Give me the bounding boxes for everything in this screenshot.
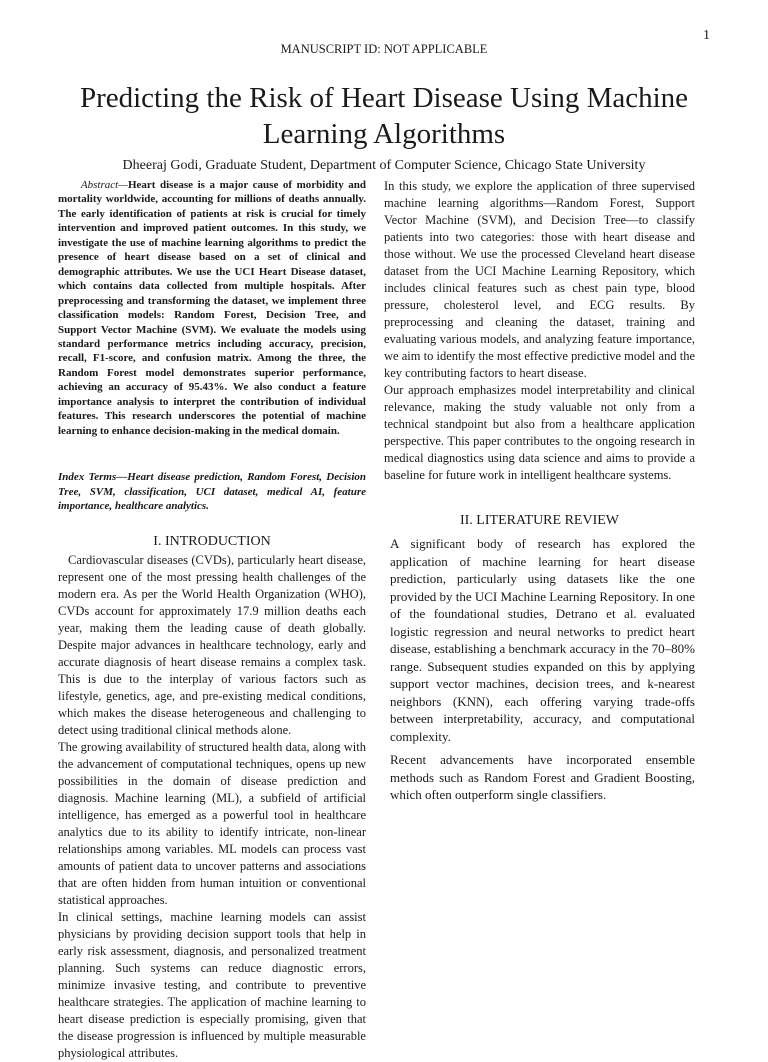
literature-review-heading: II. LITERATURE REVIEW [459, 513, 620, 528]
paper-title: Predicting the Risk of Heart Disease Using Machine Learning Algorithms [79, 82, 689, 151]
author-line: Dheeraj Godi, Graduate Student, Department of Computer Science, Chicago State University [122, 158, 646, 173]
abstract-label: Abstract— [80, 179, 128, 191]
manuscript-id: MANUSCRIPT ID: NOT APPLICABLE [280, 42, 488, 56]
intro-paragraph-4: In this study, we explore the application of three supervised machine learning algorithms—Random Forest, Support Vector Machine (SVM), and Decision Tree—to classify patients into two categories: those with heart disease and those without. We use the processed Cleveland heart disease dataset from the UCI Machine Learning Repository, which includes clinical features such as chest pain type, blood pressure, cholesterol level, and ECG results. By preprocessing and cleaning the dataset, training and evaluating various models, and analyzing feature importance, we aim to identify the most effective predictive model and the key contributing factors to heart disease. [384, 179, 695, 380]
abstract-text: Heart disease is a major cause of morbidity and mortality worldwide, accounting for millions of deaths annually. The early identification of patients at risk is crucial for timely intervention and improved patient outcomes. In this study, we investigate the use of machine learning algorithms to predict the presence of heart disease based on a set of clinical and demographic attributes. We use the UCI Heart Disease dataset, which contains data collected from multiple hospitals. After preprocessing and transforming the dataset, we implement three classification models: Random Forest, Decision Tree, and Support Vector Machine (SVM). We evaluate the models using standard performance metrics including accuracy, precision, recall, F1-score, and confusion matrix. Among the three, the Random Forest model demonstrates superior performance, achieving an accuracy of 95.43%. We also conduct a feature importance analysis to interpret the contribution of individual features. This research underscores the potential of machine learning to enhance decision-making in the medical domain. [58, 179, 367, 437]
literature-paragraph-2: Recent advancements have incorporated ensemble methods such as Random Forest and Gradient Boosting, which often outperform single classifiers. [390, 752, 695, 802]
literature-paragraph-1: A significant body of research has explored the application of machine learning for heart disease prediction, particularly using datasets like the one provided by the UCI Machine Learning Repository. In one of the foundational studies, Detrano et al. evaluated logistic regression and neural networks to predict heart disease, establishing a benchmark accuracy in the 70–80% range. Subsequent studies expanded on this by applying support vector machines, decision trees, and k-nearest neighbors (KNN), each offering varying trade-offs between interpretability, accuracy, and computational complexity. [390, 536, 695, 744]
index-terms: Index Terms—Heart disease prediction, Random Forest, Decision Tree, SVM, classification, UCI dataset, medical AI, feature importance, healthcare analytics. [58, 471, 366, 512]
intro-paragraph-2: The growing availability of structured health data, along with the advancement of computational techniques, opens up new possibilities in the domain of disease prediction and diagnosis. Machine learning (ML), a subfield of artificial intelligence, has emerged as a powerful tool in healthcare analytics due to its ability to identify intricate, non-linear relationships among variables. ML models can process vast amounts of patient data to uncover patterns and associations that are often hidden from human intuition or conventional statistical approaches. [58, 740, 366, 908]
page-number: 1 [703, 28, 710, 43]
intro-paragraph-3: In clinical settings, machine learning models can assist physicians by providing decision support tools that help in early risk assessment, diagnosis, and personalized treatment planning. Such systems can reduce diagnostic errors, minimize invasive testing, and contribute to preventive healthcare strategies. The application of machine learning to heart disease prediction is especially promising, given that the disease progression is influenced by multiple measurable physiological attributes. [58, 910, 366, 1061]
introduction-heading: I. INTRODUCTION [153, 534, 271, 550]
intro-paragraph-1: Cardiovascular diseases (CVDs), particularly heart disease, represent one of the most pressing health challenges of the modern era. As per the World Health Organization (WHO), CVDs account for approximately 17.9 million deaths each year, making them the leading cause of death globally. Despite major advances in healthcare technology, early and accurate diagnosis of heart disease remains a complex task. This is due to the interplay of various factors such as lifestyle, genetics, age, and pre-existing medical conditions, which makes the disease heterogeneous and challenging to detect using traditional clinical methods alone. [58, 553, 366, 738]
intro-paragraph-5: Our approach emphasizes model interpretability and clinical relevance, making the study valuable not only from a technical standpoint but also from a healthcare application perspective. This paper contributes to the ongoing research in medical diagnostics using data science and aims to provide a baseline for future work in intelligent healthcare systems. [384, 383, 695, 482]
abstract [58, 178, 366, 438]
right-column [384, 178, 695, 810]
left-column [58, 178, 366, 1062]
